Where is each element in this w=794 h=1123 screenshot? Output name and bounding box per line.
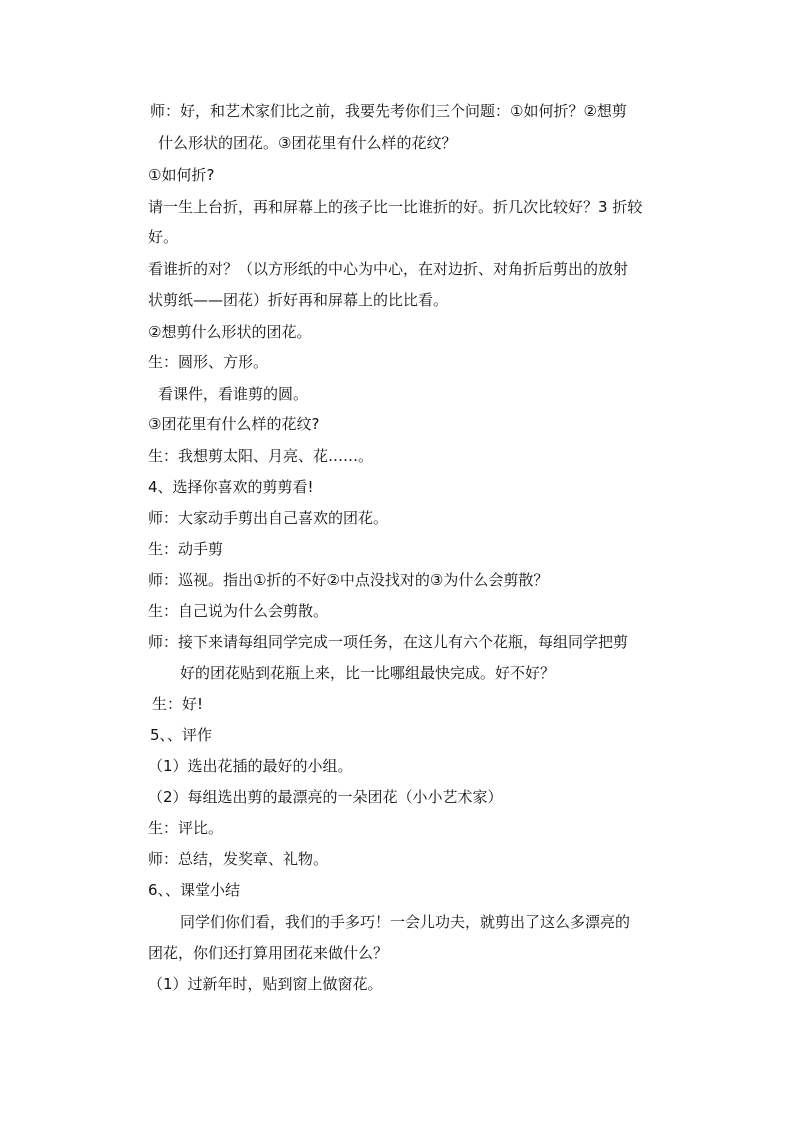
text-line: 什么形状的团花。③团花里有什么样的花纹？ [158, 134, 457, 152]
section-heading: ②想剪什么形状的团花。 [148, 323, 312, 341]
text-line: 同学们你们看，我们的手多巧！一会儿功夫，就剪出了这么多漂亮的 [180, 913, 631, 931]
text-line: 生：动手剪 [148, 540, 224, 558]
section-heading: 4、选择你喜欢的剪剪看! [148, 478, 314, 496]
text-line: 师：巡视。指出①折的不好②中点没找对的③为什么会剪散？ [148, 571, 549, 589]
text-line: 生：自己说为什么会剪散。 [148, 602, 329, 620]
text-line: 师：总结，发奖章、礼物。 [148, 850, 329, 868]
text-line: 好的团花贴到花瓶上来，比一比哪组最快完成。好不好？ [180, 664, 556, 682]
list-item: （1）过新年时，贴到窗上做窗花。 [148, 975, 383, 993]
text-line: 生：我想剪太阳、月亮、花……。 [148, 447, 374, 465]
text-line: 师：接下来请每组同学完成一项任务，在这儿有六个花瓶，每组同学把剪 [148, 633, 629, 651]
text-line: 师：好，和艺术家们比之前，我要先考你们三个问题：①如何折？②想剪 [150, 102, 627, 120]
text-line: 请一生上台折，再和屏幕上的孩子比一比谁折的好。折几次比较好？3 折较 [148, 198, 643, 216]
text-line: ①如何折? [148, 166, 215, 184]
list-item: （2）每组选出剪的最漂亮的一朵团花（小小艺术家） [148, 788, 503, 806]
section-heading: ③团花里有什么样的花纹? [148, 415, 320, 433]
text-line: 状剪纸——团花）折好再和屏幕上的比比看。 [148, 291, 449, 309]
text-line: 师：大家动手剪出自己喜欢的团花。 [148, 509, 389, 527]
text-line: 生：圆形、方形。 [148, 353, 269, 371]
section-heading: 6、、课堂小结 [148, 881, 241, 899]
text-line: 生：评比。 [148, 819, 224, 837]
section-heading: 5、、评作 [150, 726, 213, 744]
text-line: 看课件，看谁剪的圆。 [158, 385, 309, 403]
text-line: 好。 [148, 228, 179, 246]
text-line: 看谁折的对？（以方形纸的中心为中心，在对边折、对角折后剪出的放射 [148, 260, 629, 278]
list-item: （1）选出花插的最好的小组。 [148, 757, 353, 775]
text-line: 生：好! [152, 695, 204, 713]
text-line: 团花，你们还打算用团花来做什么？ [148, 944, 389, 962]
